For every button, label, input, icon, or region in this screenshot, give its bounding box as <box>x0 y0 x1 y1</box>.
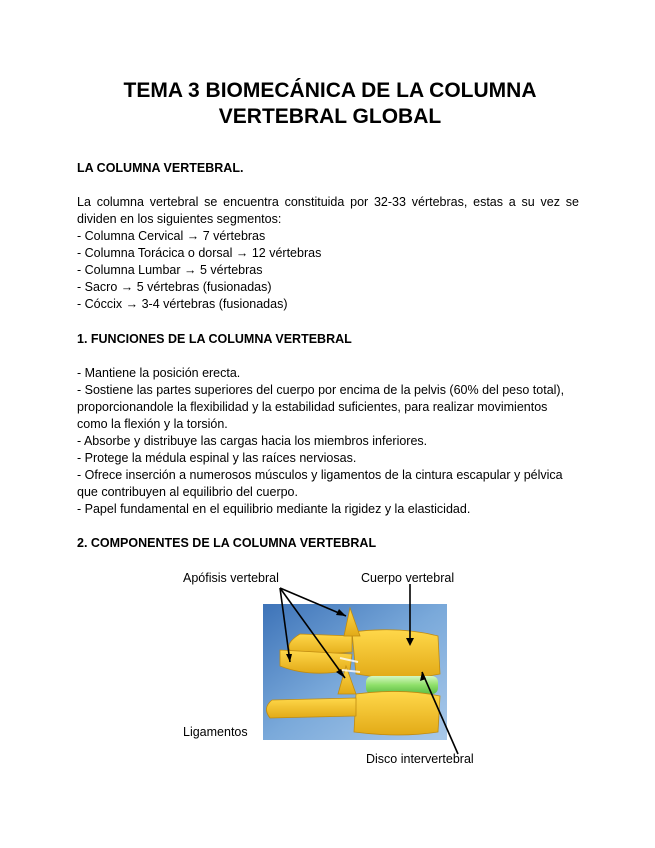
segment-list-item: - Sacro → 5 vértebras (fusionadas) <box>77 280 272 294</box>
segment-list-item: - Columna Torácica o dorsal → 12 vértebras <box>77 246 322 260</box>
function-line: - Papel fundamental en el equilibrio mediante la rigidez y la elasticidad. <box>77 502 471 516</box>
vertebra-illustration <box>0 560 655 780</box>
upper-vertebral-body <box>352 630 440 678</box>
page-title-line-1: TEMA 3 BIOMECÁNICA DE LA COLUMNA <box>123 79 537 102</box>
function-line: - Sostiene las partes superiores del cuerpo por encima de la pelvis (60% del peso total), <box>77 383 565 397</box>
label-apofisis-vertebral: Apófisis vertebral <box>183 571 279 585</box>
function-line: que contribuyen al equilibrio del cuerpo. <box>77 485 298 499</box>
page-title-line-2: VERTEBRAL GLOBAL <box>218 105 442 128</box>
segment-list-item: - Columna Cervical → 7 vértebras <box>77 229 266 243</box>
label-ligamentos: Ligamentos <box>183 725 248 739</box>
function-line: - Mantiene la posición erecta. <box>77 366 241 380</box>
label-disco-intervertebral: Disco intervertebral <box>366 752 474 766</box>
section-heading-componentes: 2. COMPONENTES DE LA COLUMNA VERTEBRAL <box>77 536 377 550</box>
section-heading-funciones: 1. FUNCIONES DE LA COLUMNA VERTEBRAL <box>77 332 352 346</box>
function-line: - Absorbe y distribuye las cargas hacia los miembros inferiores. <box>77 434 428 448</box>
function-line: como la flexión y la torsión. <box>77 417 228 431</box>
section-heading-columna: LA COLUMNA VERTEBRAL. <box>77 161 244 175</box>
function-line: - Protege la médula espinal y las raíces nerviosas. <box>77 451 357 465</box>
segment-list-item: - Cóccix → 3-4 vértebras (fusionadas) <box>77 297 288 311</box>
lower-transverse-process <box>266 698 356 718</box>
intro-line-2: dividen en los siguientes segmentos: <box>77 212 282 226</box>
function-line: - Ofrece inserción a numerosos músculos y ligamentos de la cintura escapular y pélvica <box>77 468 563 482</box>
page-title <box>60 78 600 130</box>
lower-vertebral-body <box>354 691 440 735</box>
intro-line-1: La columna vertebral se encuentra constituida por 32-33 vértebras, estas a su vez se <box>77 195 579 209</box>
label-cuerpo-vertebral: Cuerpo vertebral <box>361 571 455 585</box>
segment-list-item: - Columna Lumbar → 5 vértebras <box>77 263 263 277</box>
section-columna-body <box>77 194 579 313</box>
vertebra-figure <box>0 560 655 780</box>
section-funciones-body <box>77 365 579 518</box>
function-line: proporcionandole la flexibilidad y la estabilidad suficientes, para realizar movimientos <box>77 400 548 414</box>
